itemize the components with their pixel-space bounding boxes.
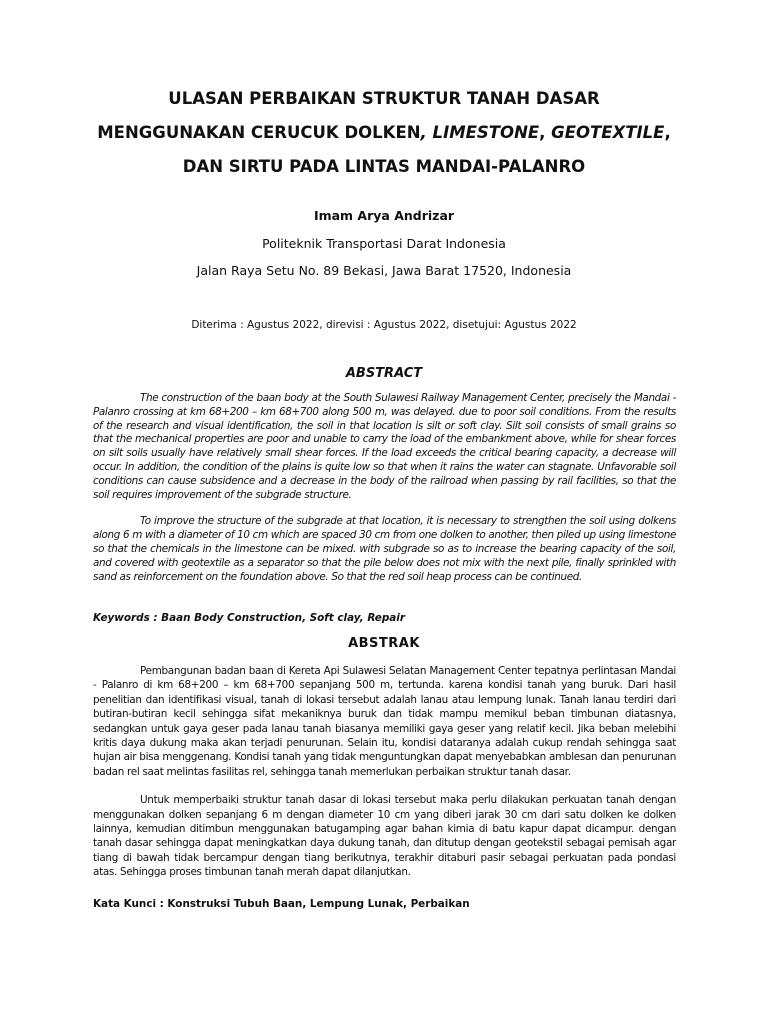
author-institution: Politeknik Transportasi Darat Indonesia bbox=[262, 236, 506, 251]
abstract-en-paragraph-1: The construction of the baan body at the South Sulawesi Railway Management Center, precisely the Mandai - Palanro crossing at km 68+200 – km 68+700 along 500 m, was delayed. due to poor soil conditions. From the results of the research and visual identification, the soil in that location is silt or soft clay. Silt soil consists of small grains so that the mechanical properties are poor and unable to carry the load of the embankment above, while for shear forces on silt soils usually have relatively small shear forces. If the load exceeds the critical bearing capacity, a decrease will occur. In addition, the condition of the plains is quite low so that when it rains the water can stagnate. Unfavorable soil conditions can cause subsidence and a decrease in the body of the railroad when passing by rail facilities, so that the soil requires improvement of the subgrade structure. bbox=[93, 392, 676, 501]
title-line-2-italic-a: , LIMESTONE bbox=[420, 123, 540, 142]
abstract-indonesian bbox=[93, 664, 676, 880]
keywords-indonesian: Kata Kunci : Konstruksi Tubuh Baan, Lempung Lunak, Perbaikan bbox=[93, 898, 470, 910]
title-line-2: MENGGUNAKAN CERUCUK DOLKEN, LIMESTONE, GEOTEXTILE, bbox=[97, 123, 671, 142]
abstract-heading: ABSTRACT bbox=[345, 366, 423, 381]
paper-title bbox=[60, 82, 708, 184]
abstrak-heading: ABSTRAK bbox=[348, 636, 420, 651]
keywords-english: Keywords : Baan Body Construction, Soft clay, Repair bbox=[93, 612, 405, 624]
author-name: Imam Arya Andrizar bbox=[313, 208, 455, 223]
title-line-3: DAN SIRTU PADA LINTAS MANDAI-PALANRO bbox=[182, 157, 586, 176]
abstract-id-paragraph-2: Untuk memperbaiki struktur tanah dasar di lokasi tersebut maka perlu dilakukan perkuatan tanah dengan menggunakan dolken sepanjang 6 m dengan diameter 10 cm yang diberi jarak 30 cm dari satu dolken ke dolken lainnya, kemudian ditimbun menggunakan batugamping agar bahan kimia di batu kapur dapat dicampur. dengan tanah dasar sehingga dapat meningkatkan daya dukung tanah, dan ditutup dengan geotekstil sebagai pemisah agar tiang di bawah tidak bercampur dengan tiang berikutnya, terakhir ditaburi pasir sebagai perkuatan pada pondasi atas. Sehingga proses timbunan tanah merah dapat dilanjutkan. bbox=[93, 794, 676, 879]
title-line-1: ULASAN PERBAIKAN STRUKTUR TANAH DASAR bbox=[168, 89, 600, 108]
author-address: Jalan Raya Setu No. 89 Bekasi, Jawa Barat 17520, Indonesia bbox=[196, 263, 572, 278]
abstract-en-paragraph-2: To improve the structure of the subgrade at that location, it is necessary to strengthen the soil using dolkens along 6 m with a diameter of 10 cm which are spaced 30 cm from one dolken to another, then piled up using limestone so that the chemicals in the limestone can be mixed. with subgrade so as to increase the bearing capacity of the soil, and covered with geotextile as a separator so that the pile below does not mix with the next pile, finally sprinkled with sand as reinforcement on the foundation above. So that the red soil heap process can be continued. bbox=[93, 515, 676, 583]
title-line-2-comma: , bbox=[664, 123, 671, 142]
title-line-2-italic-b: GEOTEXTILE bbox=[551, 123, 665, 142]
abstract-english bbox=[93, 392, 676, 584]
submission-dates: Diterima : Agustus 2022, direvisi : Agustus 2022, disetujui: Agustus 2022 bbox=[191, 319, 577, 331]
title-line-2-normal: MENGGUNAKAN CERUCUK DOLKEN bbox=[97, 123, 421, 142]
abstract-id-paragraph-1: Pembangunan badan baan di Kereta Api Sulawesi Selatan Management Center tepatnya perlintasan Mandai - Palanro di km 68+200 – km 68+700 sepanjang 500 m, tertunda. karena kondisi tanah yang buruk. Dari hasil penelitian dan identifikasi visual, tanah di lokasi tersebut adalah lanau atau lempung lunak. Tanah lanau terdiri dari butiran-butiran kecil sehingga sifat mekaniknya buruk dan tidak mampu memikul beban timbunan diatasnya, sedangkan untuk gaya geser pada lanau tanah biasanya memiliki gaya geser yang relatif kecil. Jika beban melebihi kritis daya dukung maka akan terjadi penurunan. Selain itu, kondisi dataranya adalah cukup rendah sehingga saat hujan air bisa menggenang. Kondisi tanah yang tidak menguntungkan dapat menyebabkan amblesan dan penurunan badan rel saat melintas fasilitas rel, sehingga tanah memerlukan perbaikan struktur tanah dasar. bbox=[93, 665, 676, 778]
